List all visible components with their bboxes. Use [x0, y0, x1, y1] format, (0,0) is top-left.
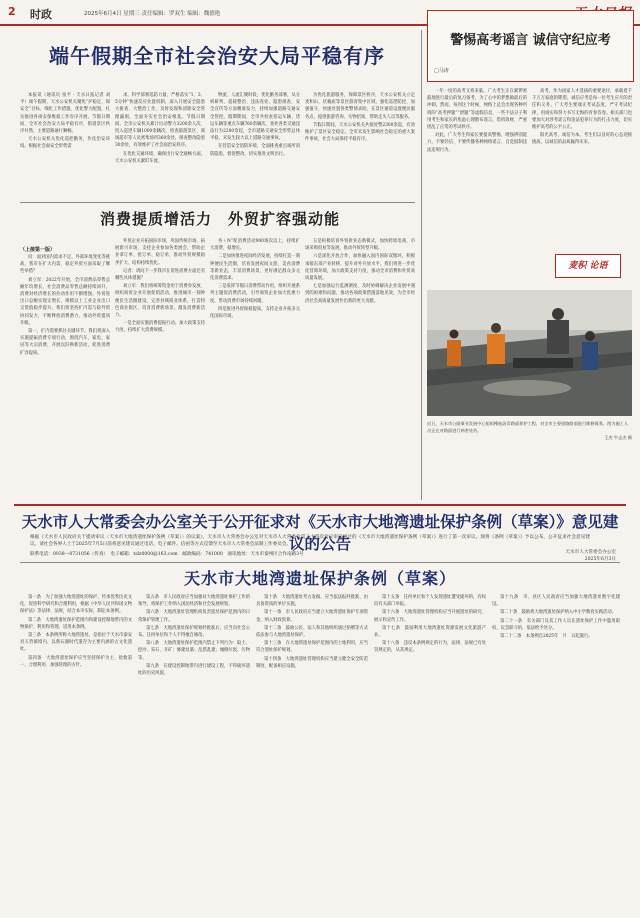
notice-headline: 天水市人大常委会办公室关于公开征求对《天水市大地湾遗址保护条例（草案）》意见建议的公告: [21, 513, 619, 553]
page-number: 2: [8, 5, 16, 18]
second-column: [305, 238, 415, 500]
paragraph: 外贸企业开拓国际市场，巩固传统市场，拓展新兴市场，支持企业参加各类展会，帮助企业拿订单、抢订单、稳订单，推动外贸规模稳步扩大、结构持续优化。: [115, 239, 205, 266]
paragraph: 五是积极培育外贸新业态新模式，加快跨境电商、市场采购贸易等发展，推动外贸转型升级。: [305, 239, 415, 252]
page-meta: 2025年6月4日 星期三 责任编辑：罗双生 编辑：魏德艳: [84, 11, 221, 17]
paragraph: 第十四条 大地湾遗址管理机构应当建立健全安全防范制度，配备相应设施。: [256, 656, 368, 669]
photo-caption-text: 近日，天水市公路事业发展中心组织橡胶沥青路面养护工程，对全市主要道路路面进行维修保养。图为施工人员正在对路面进行病害处治。: [427, 421, 629, 433]
notice-body-text: 根据《天水市人民政府关于提请审议〈天水市大地湾遗址保护条例（草案）〉的议案》，天水市人大常委会办公室对天水市人大常委会第二十四次会议审议通过的《天水市大地湾遗址保护条例（草案）》进行了第一次审议。现将《条例（草案）》予以公布，公开征求社会意见建议。请社会各界人士于2025年7月5日前将意见建议通过电话、电子邮件、信函等方式反馈至天水市人大常委会法制工作委员会。: [30, 535, 590, 547]
lead-column: [20, 92, 110, 200]
editorial-column: [427, 88, 527, 288]
lead-column: [305, 92, 415, 200]
paragraph: 第十二条 鼓励公民、法人和其他组织通过捐赠等方式依法参与大地湾遗址保护。: [256, 625, 368, 639]
paragraph: 第二十条 鼓励将大地湾遗址保护纳入中小学教育实践活动。: [500, 610, 617, 616]
photo-credit: 王杰 牛志杰 摄: [604, 435, 632, 440]
paragraph: 物流、人流汇聚时段，优化勤务部署，从分析研判、超载整治、违法查处、隐患排查，安全宣传等方面精准发力，持续加强道路交通安全管控。假期期间，全市共检查客运车辆、货运车辆等重点车辆760余辆次，查处各类交通违法行为2200余起，全市道路交通安全形势总体平稳，未发生较大以上道路交通事故。: [210, 93, 300, 142]
section-name: 时政: [30, 8, 52, 21]
second-column: [210, 238, 300, 500]
paragraph: 天水公安机关优化巡控勤务，作化治安环境。根据社会面安全形势需: [20, 137, 110, 150]
paragraph: 第十六条 大地湾遗址管理机构应当开展遗址的研究、展示和宣传工作。: [374, 610, 486, 623]
paragraph: 对此，广大考生和家长要提高警惕，增强辨别能力，不要轻信、不要传播各种网络谣言，自觉抵制违法违规行为。: [427, 133, 527, 153]
regulation-column: [492, 594, 620, 912]
second-column: [20, 254, 110, 500]
lead-column: [210, 92, 300, 200]
paragraph: 第二条 大地湾遗址保护范围内和建设控制地带内的文物保护、利用和管理，适用本条例。: [20, 617, 132, 630]
paragraph: 一是全面实施消费提振行动。加大政策支持力度，持续扩大消费规模。: [115, 321, 205, 334]
paragraph: 第十三条 在大地湾遗址保护范围内的土地利用，应当符合遗址保护规划。: [256, 641, 368, 654]
paragraph: 高考，作为国家人才选拔的重要途径，承载着千千万万家庭的期望。诚信应考是每一位考生应尽的责任和义务。广大考生要端正考试态度，严守考试纪律，用诚实和努力书写无悔的青春答卷。相关部门也要加大对涉考谣言和违法犯罪行为的打击力度，切实维护高考的公平公正。: [532, 89, 632, 131]
photo-caption: [427, 420, 632, 441]
notice-date: 2025年6月3日: [584, 557, 616, 562]
paragraph: 第七条 大地湾遗址保护规划经批准后，应当向社会公布。任何单位和个人不得擅自修改。: [138, 625, 250, 639]
regulation-column: [256, 594, 368, 912]
paragraph: 六是深化开放合作，加快融入国内国际双循环，积极承接东部产业转移，提升对外开放水平。我们将进一步优化营商环境，加大政策支持力度，推动全市消费和外贸高质量发展。: [305, 254, 415, 282]
paragraph: 七是加强运行监测调度，及时协调解决企业发展中遇到的困难和问题，推动各项政策措施落地见效，为全市经济社会高质量发展作出新的更大贡献。: [305, 284, 415, 304]
notice-body: [30, 534, 590, 550]
paragraph: 第三条 本条例所称大地湾遗址，是指位于天水市秦安县五营镇境内、以新石器时代遗存为主要内涵的古文化遗址。: [20, 633, 132, 653]
paragraph: 求，科学部署巡防力量，严格落实“1、3、5分钟”快速反应处置机制，深入开展安全隐患大排查、大整治工作，及时发现和清除安全管理漏洞，全面夯实社会治安根基。节假日期间，全市公安机关累计出动警力3200余人次、投入巡逻车辆1000余辆次、检查旅游景区、商场超市等人员密集场所360余处，排查整改隐患30余处，有效维护了社会面治安秩序。: [115, 93, 205, 149]
paragraph: 在营造安全消防环境，全面排查重点场所消防隐患，督促整改，切实推进文明出行。: [210, 144, 300, 157]
paragraph: 为优化旅游服务，保障景区秩序，天水公安机关立足麦积山、伏羲庙等景区游客集中区域，强化巡逻防控，加强值守，快速处置各类警情求助，在景区通道设置便民服务点，提供旅游咨询、失物招领、帮助走失人员等服务。: [305, 93, 415, 120]
notice-signature-org: 天水市人大常委会办公室: [565, 550, 616, 555]
regulation-column: [138, 594, 250, 912]
paragraph: 记者：请问下一步我市在促进消费方面还有哪些具体措施？: [115, 268, 205, 282]
continued-tag: （上接第一版）: [20, 247, 56, 253]
paragraph: 务＋N”促消费活动900场次以上，持续扩大消费，稳增长。: [210, 239, 300, 252]
column-divider: [421, 30, 422, 500]
paragraph: 第六条 大地湾遗址管理机构负责遗址保护范围内的日常保护管理工作。: [138, 610, 250, 623]
paragraph: 第十八条 违反本条例规定的行为，法律、法规已有处罚规定的，从其规定。: [374, 641, 486, 654]
paragraph: 问：面对国内需求不足、外部环境变化等挑战，我市在扩大内需、稳定外贸方面采取了哪些举措？: [20, 255, 110, 275]
editorial-title: 警惕高考谣言 诚信守纪应考: [450, 33, 611, 48]
notice-contact-text: 联系电话：0938—8731056（传真） 电子邮箱：tslz0000@163.com 邮政编码：741000 通讯地址：天水市秦州区合作南路3号: [30, 552, 304, 557]
notice-contact: [30, 551, 490, 559]
divider: [20, 562, 620, 563]
news-photo: [427, 290, 632, 416]
paragraph: 第二十二条 本条例自2025年 月 日起施行。: [500, 634, 593, 640]
paragraph: 二是加快推进夜间经济发展，持续打造一刻钟便民生活圈，培育发展夜间文旅、美食消费等新业态，丰富消费场景，更好满足群众多元化消费需求。: [210, 254, 300, 282]
paragraph: 第十七条 鼓励利用大地湾遗址资源发展文化旅游产业。: [374, 625, 486, 639]
paragraph: 第四条 大地湾遗址保护应当坚持保护为主、抢救第一、合理利用、加强管理的方针。: [20, 655, 132, 668]
notice-signature: [565, 549, 616, 563]
section-divider: [14, 504, 626, 506]
paragraph: 第八条 大地湾遗址保护范围内禁止下列行为：取土、挖沙、采石、开矿；修建坟墓；乱搭乱建；倾倒垃圾、污物等。: [138, 641, 250, 661]
lead-headline: 端午假期全市社会治安大局平稳有序: [49, 44, 385, 68]
paragraph: 第十条 大地湾遗址考古发掘，应当依法报经批准，由具备资质的单位实施。: [256, 595, 368, 608]
second-headline: 消费提质增活力 外贸扩容强动能: [99, 210, 340, 228]
regulation-column: [374, 594, 486, 912]
lead-column: [115, 92, 205, 200]
paragraph: 本报讯（通讯员 张平 · 天水日报记者 刘平）端午假期，天水公安机关聚焦“护稳定、保安全”目标，细化工作措施，优化警力配置，扎实推进各项安保维稳工作有序开展。节假日期间，全市社会治安大局平稳有序，街道景区秩序井然，主要道路通行顺畅。: [20, 93, 110, 135]
regulation-column: [20, 594, 132, 912]
paragraph: 第十五条 任何单位和个人发现遗址遭受破坏的，有权向有关部门举报。: [374, 595, 486, 608]
paragraph: 第五条 市人民政府应当加强对大地湾遗址保护工作的领导，将保护工作纳入国民经济和社会发展规划。: [138, 595, 250, 608]
paragraph: 第二十一条 有关部门及其工作人员在遗址保护工作中滥用职权、玩忽职守的，依法给予处分。: [492, 618, 620, 631]
paragraph: 阳光高考，诚信为本。考生们以良好的心态迎接挑战，以诚信的品质赢得未来。: [532, 133, 632, 146]
paragraph: 四是推进外贸保稳提质，支持企业开拓多元化国际市场。: [210, 306, 300, 320]
editorial-box: [427, 10, 634, 82]
paragraph: 三是发挥节假日消费带动作用，组织开展系列主题促消费活动，引导商贸企业加大优惠力度，带动消费市场持续回暖。: [210, 284, 300, 304]
paragraph: 第九条 在建设控制地带内进行建设工程，不得破坏遗址的历史风貌。: [138, 663, 250, 677]
editorial-mark-text: 麦积 论语: [568, 261, 608, 271]
second-column: [115, 238, 205, 500]
editorial-mark: [555, 254, 621, 278]
paragraph: 一年一度的高考又将来临。广大考生正在紧锣密鼓地进行最后的复习备考，为了心中的梦想做最后的冲刺。然而，每到这个时候，网络上总会出现各种所谓的“高考押题”“泄题”等虚假信息，一些不法分子利用考生和家长的焦虑心理散布谣言，借机敛财，严重扰乱了正常的考试秩序。: [427, 89, 527, 131]
paragraph: 节假日期间，天水公安机关共接处警2300余起，有效维护了景区安全稳定。全市未发生影响社会稳定的重大案件事故，社会大局保持平稳有序。: [305, 122, 415, 143]
editorial-column: [532, 88, 632, 238]
paragraph: 第十一条 市人民政府应当建立大地湾遗址保护专项资金，纳入财政预算。: [256, 610, 368, 623]
paragraph: 第一条 为了加强大地湾遗址的保护，传承优秀历史文化，促进科学研究和合理利用，根据《中华人民共和国文物保护法》等法律、法规，结合本市实际，制定本条例。: [20, 595, 132, 615]
paragraph: 刘立军：我们将统筹资金用于消费券发放，组织商贸企业开展促销活动，推进城市一刻钟便民生活圈建设，完善县域商业体系，打造特色商业街区，培育消费新场景，激发消费新活力。: [115, 284, 205, 319]
road-work-photo: [427, 290, 632, 416]
editorial-author: □马涛: [434, 68, 449, 74]
divider: [20, 202, 415, 203]
regulation-headline: 天水市大地湾遗址保护条例（草案）: [183, 569, 456, 588]
paragraph: 第一，扩内需要抓住关键环节。我们将深入实施提振消费专项行动，围绕汽车、家电、家居等大宗消费，开展以旧换新活动，促进消费扩容提质。: [20, 329, 110, 356]
paragraph: 刘立军：2022年开始，全市消费品零售总额年均增长，社会消费品零售总额持续回升，消费对经济增长的拉动作用不断增强。外贸进出口总额实现正增长，规模以上工业企业出口交货值稳步提升。我们将坚持扩内需与稳外贸协同发力，不断释放消费潜力，推动外贸提质升级。: [20, 277, 110, 326]
paragraph: 第十九条 市、县区人民政府应当加强大地湾遗址数字化建设。: [492, 595, 620, 608]
paragraph: 在优化交通环境，确保出行安全通畅方面，天水公安机关紧盯车流、: [115, 151, 205, 164]
